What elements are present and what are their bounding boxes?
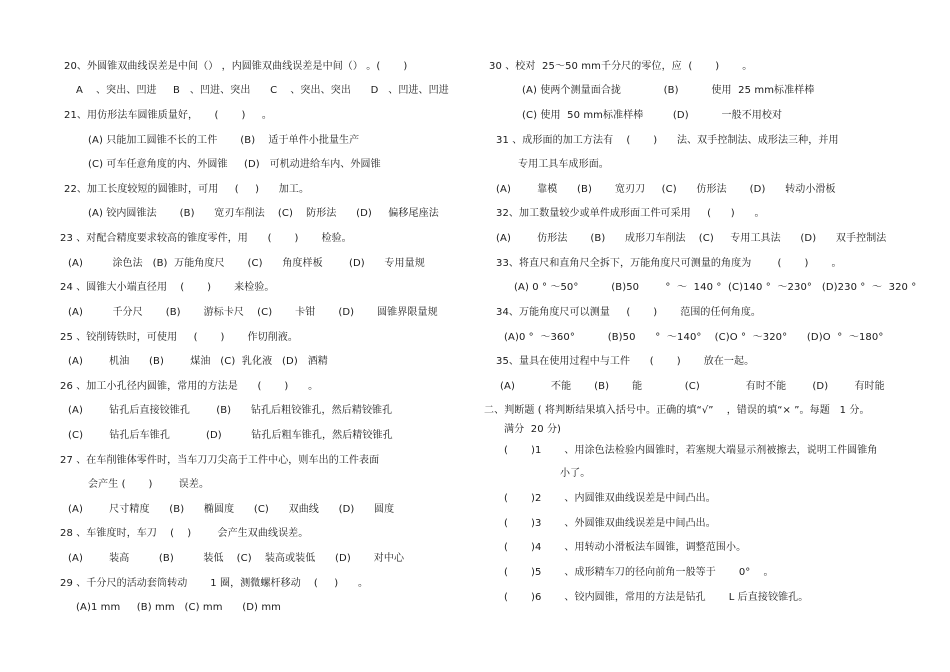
question-25-options: (A) 机油 (B) 煤油 (C) 乳化液 (D) 酒精 bbox=[68, 356, 328, 367]
question-21: 21、用仿形法车圆锥质量好， ( ) 。 bbox=[64, 110, 272, 121]
judge-1: ( )1 、用涂色法检验内圆锥时，若塞规大端显示剂被擦去，说明工件圆锥角 bbox=[504, 445, 878, 456]
section-2-heading: 二、判断题 ( 将判断结果填入括号中。正确的填“√” ，错误的填“× ”。每题 1 分。 bbox=[484, 405, 870, 416]
question-30: 30 、校对 25～50 mm千分尺的零位，应 ( ) 。 bbox=[489, 61, 753, 72]
question-35: 35、量具在使用过程中与工件 ( ) 放在一起。 bbox=[496, 356, 755, 367]
judge-2: ( )2 、内圆锥双曲线误差是中间凸出。 bbox=[504, 493, 716, 504]
question-24: 24 、圆锥大小端直径用 ( ) 来检验。 bbox=[60, 282, 275, 293]
section-2-score: 满分 20 分) bbox=[504, 424, 562, 435]
judge-3: ( )3 、外圆锥双曲线误差是中间凸出。 bbox=[504, 518, 716, 529]
question-23: 23 、对配合精度要求较高的锥度零件，用 ( ) 检验。 bbox=[60, 233, 352, 244]
question-21-options-cd: (C) 可车任意角度的内、外圆锥 (D) 可机动进给车内、外圆锥 bbox=[88, 159, 381, 170]
judge-6: ( )6 、铰内圆锥，常用的方法是钻孔 L 后直接铰锥孔。 bbox=[504, 592, 809, 603]
question-32-options: (A) 仿形法 (B) 成形刀车削法 (C) 专用工具法 (D) 双手控制法 bbox=[496, 233, 887, 244]
question-24-options: (A) 千分尺 (B) 游标卡尺 (C) 卡钳 (D) 圆锥界限量规 bbox=[68, 307, 438, 318]
question-20: 20、外圆锥双曲线误差是中间（） ，内圆锥双曲线误差是中间（） 。( ) bbox=[64, 61, 408, 72]
question-26-options-cd: (C) 钻孔后车锥孔 (D) 钻孔后粗车锥孔，然后精铰锥孔 bbox=[68, 430, 393, 441]
question-35-options: (A) 不能 (B) 能 (C) 有时不能 (D) 有时能 bbox=[500, 381, 885, 392]
question-27-options: (A) 尺寸精度 (B) 椭圆度 (C) 双曲线 (D) 圆度 bbox=[68, 504, 395, 515]
question-31: 31 、成形面的加工方法有 ( ) 法、双手控制法、成形法三种，并用 bbox=[496, 135, 839, 146]
question-21-options-ab: (A) 只能加工圆锥不长的工件 (B) 适于单件小批量生产 bbox=[88, 135, 360, 146]
question-25: 25 、铰削铸铁时，可使用 ( ) 作切削液。 bbox=[60, 332, 299, 343]
question-27: 27 、在车削锥体零件时，当车刀刀尖高于工件中心，则车出的工件表面 bbox=[60, 455, 380, 466]
question-32: 32、加工数量较少或单件成形面工件可采用 ( ) 。 bbox=[496, 208, 765, 219]
question-31-cont: 专用工具车成形面。 bbox=[518, 159, 609, 170]
question-34-options: (A)0 ° ～360° (B)50 ° ～140° (C)O ° ～320° (D)O ° ～180° bbox=[504, 332, 884, 343]
judge-4: ( )4 、用转动小滑板法车圆锥，调整范围小。 bbox=[504, 542, 747, 553]
question-20-options: A 、突出、凹进 B 、凹进、突出 C 、突出、突出 D 、凹进、凹进 bbox=[76, 85, 449, 96]
question-30-options-cd: (C) 使用 50 mm标准样棒 (D) 一般不用校对 bbox=[522, 110, 783, 121]
question-29: 29 、千分尺的活动套筒转动 1 圈，测微螺杆移动 ( ) 。 bbox=[60, 578, 369, 589]
question-26: 26 、加工小孔径内圆锥，常用的方法是 ( ) 。 bbox=[60, 381, 319, 392]
question-23-options: (A) 涂色法 (B) 万能角度尺 (C) 角度样板 (D) 专用量规 bbox=[68, 258, 425, 269]
question-22-options: (A) 铰内圆锥法 (B) 宽刃车削法 (C) 防形法 (D) 偏移尾座法 bbox=[88, 208, 439, 219]
question-26-options-ab: (A) 钻孔后直接铰锥孔 (B) 钻孔后粗铰锥孔，然后精铰锥孔 bbox=[68, 405, 393, 416]
judge-5: ( )5 、成形精车刀的径向前角一般等于 0° 。 bbox=[504, 567, 774, 578]
question-27-cont: 会产生 ( ) 误差。 bbox=[88, 479, 210, 490]
question-33-options: (A) 0 ° ～50° (B)50 ° ～ 140 ° (C)140 ° ～230° (D)230 ° ～ 320 ° bbox=[514, 282, 917, 293]
judge-1-cont: 小了。 bbox=[560, 468, 591, 479]
question-31-options: (A) 靠模 (B) 宽刃刀 (C) 仿形法 (D) 转动小滑板 bbox=[496, 184, 836, 195]
question-29-options: (A)1 mm (B) mm (C) mm (D) mm bbox=[76, 602, 282, 613]
question-34: 34、万能角度尺可以测量 ( ) 范围的任何角度。 bbox=[496, 307, 762, 318]
question-28-options: (A) 装高 (B) 装低 (C) 装高或装低 (D) 对中心 bbox=[68, 553, 405, 564]
question-33: 33、将直尺和直角尺全拆下，万能角度尺可测量的角度为 ( ) 。 bbox=[496, 258, 842, 269]
question-22: 22、加工长度较短的圆锥时，可用 ( ) 加工。 bbox=[64, 184, 310, 195]
question-28: 28 、车锥度时，车刀 ( ) 会产生双曲线误差。 bbox=[60, 528, 309, 539]
question-30-options-ab: (A) 使两个测量面合拢 (B) 使用 25 mm标准样棒 bbox=[522, 85, 815, 96]
